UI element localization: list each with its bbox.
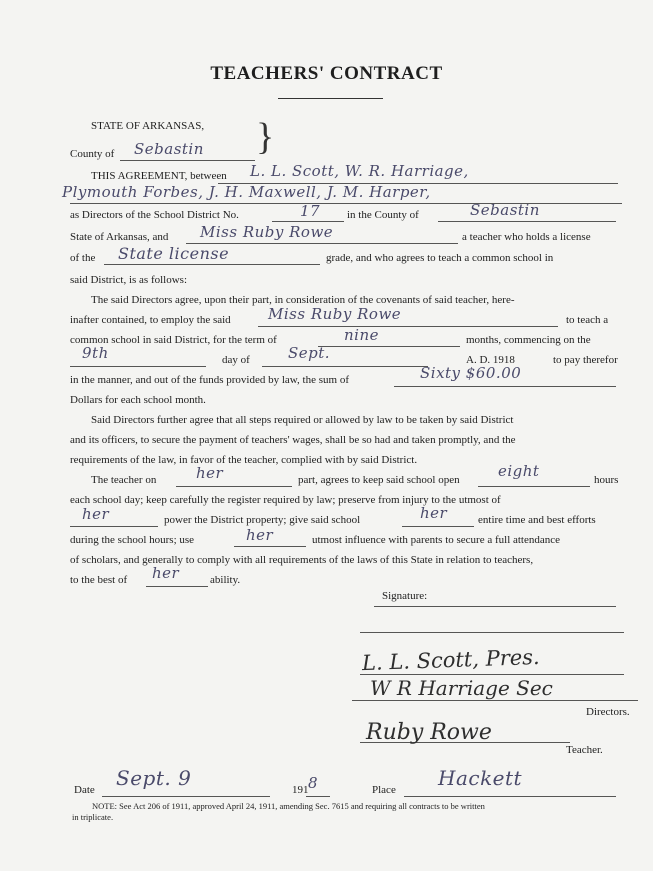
county-value-2: Sebastin [470,201,540,219]
paragraph-1-end: said District, is as follows: [70,274,188,286]
date-value: Sept. 9 [116,766,192,790]
p4-line3a: power the District property; give said school [164,514,361,526]
county-blank-2 [438,221,616,222]
p4-line4a: during the school hours; use [70,534,195,546]
p4-line3b: entire time and best efforts [478,514,596,526]
of-the-label: of the [70,252,96,264]
place-value: Hackett [438,766,523,790]
p4-line6a: to the best of [70,574,128,586]
teacher-signature: Ruby Rowe [366,720,492,745]
pronoun-1: her [196,464,224,482]
pronoun-5: her [152,564,180,582]
agreement-label: THIS AGREEMENT, between [91,170,227,182]
signature-line-1 [374,606,616,607]
term-blank [318,346,460,347]
pronoun-blank-5 [146,586,208,587]
pronoun-blank-2 [70,526,158,527]
start-day: 9th [82,344,109,362]
license-grade: State license [118,244,230,263]
teacher-label: Teacher. [566,744,603,756]
day-blank [70,366,206,367]
signature-label: Signature: [382,590,428,602]
signature-line-2 [360,632,624,633]
date-label: Date [74,784,95,796]
p4-line2: each school day; keep carefully the register required by law; preserve from injury to the utmost of [70,494,501,506]
county-label: County of [70,148,115,160]
p4-line1a: The teacher on [91,474,157,486]
document-title: TEACHERS' CONTRACT [210,63,443,84]
directors-names-line2: Plymouth Forbes, J. H. Maxwell, J. M. Harper, [62,183,431,201]
state-and-label: State of Arkansas, and [70,231,169,243]
place-blank [404,796,616,797]
directors-label: Directors. [586,706,630,718]
term-months: nine [344,326,379,344]
p2-line2a: inafter contained, to employ the said [70,314,231,326]
teacher-blank-2 [258,326,558,327]
in-county-label: in the County of [347,209,419,221]
p4-line4b: utmost influence with parents to secure a full attendance [312,534,561,546]
place-label: Place [372,784,396,796]
county-blank [120,160,255,161]
grade-blank [104,264,320,265]
ad-label: A. D. 1918 [466,354,515,366]
p2-line2b: to teach a [566,314,609,326]
note-line-1: NOTE: See Act 206 of 1911, approved April 24, 1911, amending Sec. 7615 and requiring all contracts to be written [92,801,485,811]
signature-line-3 [360,674,624,675]
year-digit: 8 [308,774,319,792]
p2-line3a: common school in said District, for the term of [70,334,277,346]
teacher-name-2: Miss Ruby Rowe [268,305,402,323]
directors-names-line1: L. L. Scott, W. R. Harriage, [250,162,469,180]
pronoun-2: her [82,505,110,523]
pronoun-blank-1 [176,486,292,487]
p3-line2: and its officers, to secure the payment of teachers' wages, shall be so had and taken promptly, and the [70,434,516,446]
p2-line3b: months, commencing on the [466,334,591,346]
pronoun-blank-4 [234,546,306,547]
date-blank [102,796,270,797]
p4-line1c: hours [594,474,619,486]
p4-line6b: ability. [210,574,241,586]
p2-line6: Dollars for each school month. [70,394,206,406]
note-line-2: in triplicate. [72,812,114,822]
teacher-name: Miss Ruby Rowe [200,223,334,241]
month-blank [262,366,428,367]
year-blank [306,796,330,797]
pronoun-blank-3 [402,526,474,527]
brace-mark: } [256,116,275,158]
year-prefix: 191 [292,784,309,796]
start-month: Sept. [288,344,331,362]
hours-blank [478,486,590,487]
grade-label: grade, and who agrees to teach a common school in [326,252,554,264]
signature-line-4 [352,700,638,701]
p2-line1: The said Directors agree, upon their part, in consideration of the covenants of said teacher, here- [91,294,515,306]
pay-label: to pay therefor [553,354,618,366]
district-blank [272,221,344,222]
hours-count: eight [498,462,540,480]
district-number: 17 [300,202,321,220]
p4-line5: of scholars, and generally to comply with all requirements of the laws of this State in relation to teachers, [70,554,534,566]
p4-line1b: part, agrees to keep said school open [298,474,460,486]
p3-line1: Said Directors further agree that all steps required or allowed by law to be taken by said District [91,414,514,426]
state-label: STATE OF ARKANSAS, [91,120,205,132]
title-underline [278,98,383,99]
pronoun-4: her [246,526,274,544]
p2-line5a: in the manner, and out of the funds provided by law, the sum of [70,374,349,386]
day-of-label: day of [222,354,250,366]
pronoun-3: her [420,504,448,522]
director-signature-1: L. L. Scott, Pres. [361,644,541,676]
as-directors-label: as Directors of the School District No. [70,209,239,221]
county-value: Sebastin [134,140,204,158]
director-signature-2: W R Harriage Sec [370,676,553,700]
p3-line3: requirements of the law, in favor of the teacher, complied with by said District. [70,454,418,466]
salary-blank [394,386,616,387]
teacher-holds-label: a teacher who holds a license [462,231,591,243]
salary-amount: Sixty $60.00 [420,364,522,382]
